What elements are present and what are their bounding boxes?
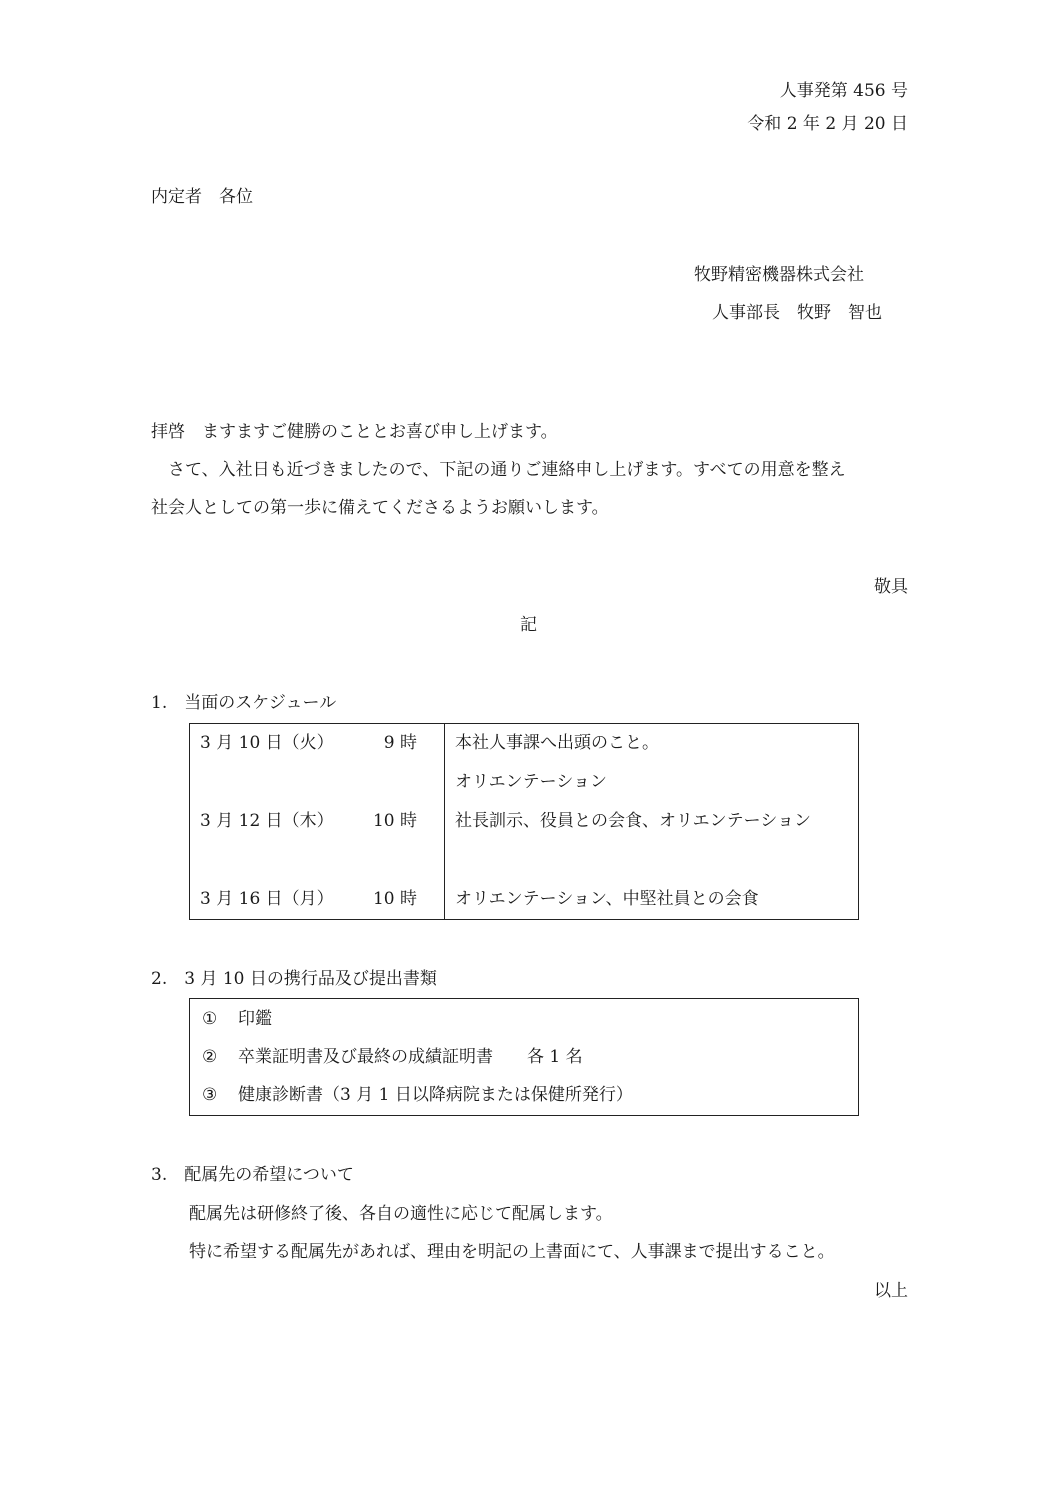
body-paragraph-line1: さて、入社日も近づきましたので、下記の通りご連絡申し上げます。すべての用意を整え [151,460,846,480]
schedule-time: 10 時 [372,889,417,909]
schedule-date: 3 月 16 日（月） [200,889,334,909]
section3-line2: 特に希望する配属先があれば、理由を明記の上書面にて、人事課まで提出すること。 [189,1242,835,1262]
schedule-description: オリエンテーション [455,772,607,792]
item-number: ① [202,1009,218,1029]
schedule-date: 3 月 10 日（火） [200,733,334,753]
schedule-description: オリエンテーション、中堅社員との会食 [455,889,759,909]
section1-title: 1. 当面のスケジュール [151,693,337,713]
sender-name: 人事部長 牧野 智也 [712,303,882,323]
greeting: 拝啓 ますますご健勝のこととお喜び申し上げます。 [151,422,558,442]
schedule-date: 3 月 12 日（木） [200,811,334,831]
schedule-time: 9 時 [383,733,417,753]
body-paragraph-line2: 社会人としての第一歩に備えてくださるようお願いします。 [151,498,609,518]
section3-line1: 配属先は研修終了後、各自の適性に応じて配属します。 [189,1204,613,1224]
schedule-right-column [445,724,859,920]
schedule-row [190,841,444,880]
schedule-row [190,763,444,802]
closing-keigu: 敬具 [874,577,908,597]
section3-title: 3. 配属先の希望について [151,1165,354,1185]
schedule-row [190,802,444,841]
schedule-description: 本社人事課へ出頭のこと。 [455,733,659,753]
schedule-description [445,841,858,880]
schedule-left-column [190,724,445,920]
document-number: 人事発第 456 号 [779,81,908,101]
recipient: 内定者 各位 [151,187,253,207]
item-text: 印鑑 [238,1009,272,1029]
items-box [189,998,859,1116]
section2-title: 2. 3 月 10 日の携行品及び提出書類 [151,969,437,989]
schedule-table [189,723,859,920]
item-number: ② [202,1047,218,1067]
end-ijou: 以上 [874,1281,908,1301]
list-item [202,1084,633,1106]
schedule-description: 社長訓示、役員との会食、オリエンテーション [455,811,811,831]
ki-heading: 記 [520,615,537,635]
list-item [202,1046,583,1068]
item-text: 卒業証明書及び最終の成績証明書 各 1 名 [238,1047,583,1067]
document-date: 令和 2 年 2 月 20 日 [747,114,908,134]
company-name: 牧野精密機器株式会社 [694,265,864,285]
schedule-row [190,880,444,919]
item-text: 健康診断書（3 月 1 日以降病院または保健所発行） [238,1085,633,1105]
item-number: ③ [202,1085,218,1105]
schedule-row [190,724,444,763]
schedule-time: 10 時 [372,811,417,831]
list-item [202,1008,272,1030]
